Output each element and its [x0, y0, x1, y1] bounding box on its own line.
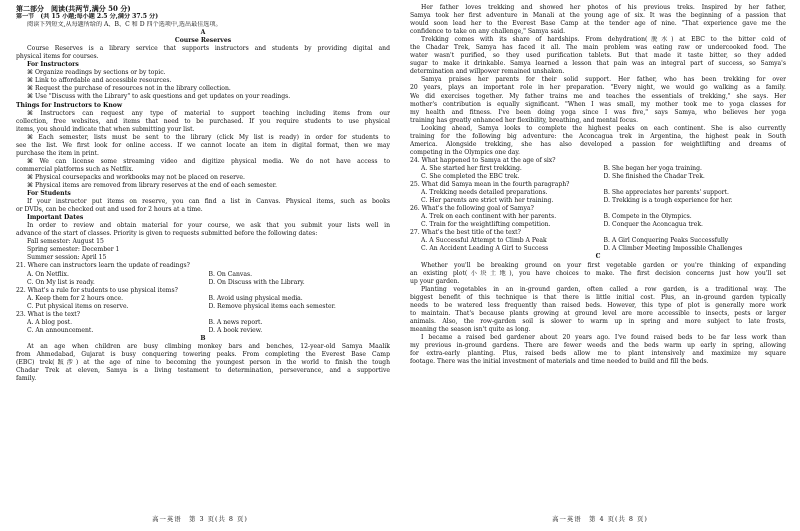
text-line: purchase the item in print.	[16, 149, 99, 157]
text-line: commercial platforms such as Netflix.	[16, 165, 134, 173]
text-line: B	[200, 334, 206, 342]
text-line: determination and willpower remained unshaken.	[410, 68, 565, 76]
option-row	[410, 189, 786, 197]
option-row	[16, 319, 390, 327]
option-row	[410, 221, 786, 229]
text-line: training for the following big adventure: the Aconcagua trek in Argentina, the highest peak in South	[410, 132, 786, 140]
text-line: needs to be watered less frequently than raised beds. However, this type of plot is generally more work	[410, 301, 786, 309]
text-line: Course Reserves	[174, 37, 232, 45]
text-line: items, you should indicate that when submitting your list.	[16, 125, 195, 133]
text-line: footage. There was the initial investment of materials and time needed to build and fill the beds.	[410, 358, 709, 366]
right-text-block	[410, 4, 786, 157]
answer-option-a: A. Trekking needs detailed preparations.	[421, 189, 548, 197]
text-line: the Chadar Trek, Samya has faced it all. The main problem was eating raw or undercooked food. The	[410, 44, 786, 52]
answer-option-c: C. Her parents are strict with her training.	[421, 197, 554, 205]
text-line: to maintain. That's because plants growing at ground level are more accessible to insects, pests or larger	[410, 309, 786, 317]
text-line: Important Dates	[27, 214, 84, 222]
answer-option-b: B. On Canvas.	[208, 270, 253, 278]
answer-option-b: B. A news report.	[208, 318, 263, 326]
text-line: competing in the Olympics one day.	[410, 148, 520, 156]
text-line: Planting vegetables in an in-ground garden, often called a row garden, is a traditional way. The	[421, 285, 786, 293]
option-row	[16, 303, 390, 311]
text-line: 第二部分 阅读(共两节,满分 50 分)	[16, 4, 131, 13]
text-line: mother's contribution is equally significant. "When I was small, my mother took me to yoga classes for	[410, 100, 786, 108]
option-row	[410, 245, 786, 253]
option-row	[16, 327, 390, 335]
text-line: Things for Instructors to Know	[16, 101, 123, 109]
answer-option-b: B. A Girl Conquering Peaks Successfully	[603, 237, 729, 245]
answer-option-d: D. Trekking is a tough experience for her.	[603, 197, 733, 205]
answer-option-b: B. Compete in the Olympics.	[603, 213, 692, 221]
text-line: an existing plot(小块土地), you have choices to make. The first decision concerns just how you'll set	[410, 269, 786, 277]
text-line: I became a raised bed gardener about 20 years ago. I've found raised beds to be far less work than	[421, 333, 786, 341]
text-line: ⌘ Physical coursepacks and workbooks may not be placed on reserve.	[27, 173, 245, 181]
text-line: Samya took her first adventure in Manali at the young age of six. It was the beginning of a passion that	[410, 12, 786, 20]
text-line: from Ahmedabad, Gujarat is busy conquering towering peaks. From completing the Everest Base Camp	[16, 350, 390, 358]
text-line: my previous in-ground gardens. There are fewer weeds and the beds warm up early in spring, allowing	[410, 341, 786, 349]
answer-option-c: C. On My list is ready.	[27, 278, 95, 286]
question-stem: 21. Where can instructors learn the update of readings?	[16, 262, 190, 270]
text-line: or DVDs, can be checked out and used for 2 hours at a time.	[16, 206, 203, 214]
text-line: up your garden.	[410, 277, 460, 285]
option-row	[16, 279, 390, 287]
text-line: my health and fitness. I've been doing yoga since I was five," says Samya, who believes her yoga	[410, 108, 786, 116]
question-stem: 24. What happened to Samya at the age of six?	[410, 156, 556, 164]
text-line: ⌘ Instructors can request any type of material to support teaching including items from our	[27, 109, 390, 117]
text-line: America. Alongside trekking, she has also developed a passion for weightlifting and dreams of	[410, 140, 786, 148]
text-line: family.	[16, 375, 37, 383]
text-line: ⌘ Use "Discuss with the Library" to ask questions and get updates on your readings.	[27, 93, 291, 101]
text-line: confidence to take on any challenge," Samya said.	[410, 28, 566, 36]
option-row	[410, 237, 786, 245]
text-line: meaning the season isn't quite as long.	[410, 325, 531, 333]
text-line: If your instructor put items on reserve, you can find a list in Canvas. Physical items, such as books	[27, 198, 390, 206]
option-row	[410, 213, 786, 221]
answer-option-d: D. On Discuss with the Library.	[208, 278, 305, 286]
answer-option-a: A. Trek on each continent with her parents.	[421, 213, 557, 221]
text-line: ⌘ Organize readings by sections or by topic.	[27, 69, 166, 77]
text-line: 阅读下列短文,从每题所给的 A、B、C 和 D 四个选项中,选出最佳选项。	[27, 21, 222, 29]
option-row	[410, 165, 786, 173]
text-line: We did exercises together. My father trains me and teaches the essentials of trekking," she says. Her	[410, 92, 786, 100]
passage-c	[410, 253, 786, 366]
text-line: advance of the start of classes. Priority is given to requests submitted before the following dates:	[16, 230, 318, 238]
text-line: collection, free websites, and items that need to be purchased. If you require students to use physical	[16, 117, 390, 125]
answer-option-c: C. Train for the weightlifting competition.	[421, 221, 551, 229]
text-line: Trekking comes with its share of hardships. From dehydration(脱水) at EBC to the bitter cold of	[421, 36, 786, 44]
question-stem: 22. What's a rule for students to use physical items?	[16, 286, 178, 294]
text-line: Summer session: April 15	[27, 254, 107, 262]
left-text-block	[16, 4, 390, 262]
text-line: Fall semester: August 15	[27, 238, 104, 246]
answer-option-b: B. Avoid using physical media.	[208, 294, 303, 302]
page-footer-right: 高一英语 第 4 页(共 8 页)	[552, 515, 648, 523]
answer-option-d: D. A Climber Meeting Impossible Challenges	[603, 245, 743, 253]
answer-option-c: C. She completed the EBC trek.	[421, 172, 520, 180]
question-stem: 27. What's the best title of the text?	[410, 229, 521, 237]
text-line: Her father loves trekking and showed her photos of his previous treks. Inspired by her father,	[421, 4, 786, 11]
text-line: ⌘ We can license some streaming video and digitize physical media. We do not have access to	[27, 157, 390, 165]
answer-option-b: B. She appreciates her parents' support.	[603, 189, 729, 197]
text-line: animals. Also, the row-garden soil is slower to warm up in spring and more subject to late frosts,	[410, 317, 786, 325]
text-line: ⌘ Physical items are removed from library reserves at the end of each semester.	[27, 181, 277, 189]
answer-option-c: C. An announcement.	[27, 326, 94, 334]
option-row	[410, 197, 786, 205]
question-stem: 26. What's the following goal of Samya?	[410, 205, 534, 213]
text-line: sugar to make it drinkable. Samya learned a lesson that pain was an integral part of success, so Samya's	[410, 60, 786, 68]
question-stem: 23. What is the text?	[16, 310, 80, 318]
text-line: Course Reserves is a library service that supports instructors and students by providing digital and	[27, 45, 390, 53]
text-line: Samya praises her parents for their solid support. Her father, who has been trekking for over	[421, 76, 786, 84]
option-row	[16, 271, 390, 279]
text-line: A	[200, 29, 206, 37]
text-line: Chadar Trek at eleven, Samya is a living testament to determination, perseverance, and a supportive	[16, 367, 390, 375]
passage-b-intro	[16, 335, 390, 383]
text-line: biggest benefit of this technique is that there is little initial cost. Plus, an in-ground garden typically	[410, 293, 786, 301]
text-line: For Students	[27, 190, 71, 198]
text-line: Looking ahead, Samya looks to complete the highest peaks on each continent. She is also currently	[421, 124, 786, 132]
text-line: C	[595, 253, 601, 261]
answer-option-d: D. Remove physical items each semester.	[208, 302, 336, 310]
text-line: Whether you'll be breaking ground on your first vegetable garden or you're thinking of expanding	[421, 261, 786, 269]
text-line: For Instructors	[27, 61, 79, 69]
answer-option-d: D. She finished the Chadar Trek.	[603, 172, 705, 180]
answer-option-a: A. A Successful Attempt to Climb A Peak	[421, 237, 547, 245]
answer-option-d: D. Conquer the Aconcagua trek.	[603, 221, 703, 229]
text-line: ⌘ Each semester, lists must be sent to the library (click My list is ready) in order for students to	[27, 133, 390, 141]
option-row	[16, 295, 390, 303]
answer-option-c: C. An Accident Leading A Girl to Success	[421, 245, 549, 253]
text-line: ⌘ Link to affordable and accessible resources.	[27, 77, 172, 85]
question-stem: 25. What did Samya mean in the fourth paragraph?	[410, 181, 570, 189]
text-line: 第一节 (共 15 小题;每小题 2.5 分,满分 37.5 分)	[16, 13, 159, 20]
text-line: physical items for courses.	[16, 53, 99, 61]
answer-option-a: A. On Netflix.	[27, 270, 69, 278]
left-questions	[16, 262, 390, 334]
answer-option-a: A. A blog post.	[27, 318, 73, 326]
text-line: would soon lead her to the Everest Base Camp at the tender age of nine. "That experience gave me the	[410, 20, 786, 28]
answer-option-c: C. Put physical items on reserve.	[27, 302, 129, 310]
answer-option-b: B. She began her yoga training.	[603, 164, 702, 172]
answer-option-a: A. Keep them for 2 hours once.	[27, 294, 124, 302]
right-questions	[410, 157, 786, 254]
text-line: Spring semester: December 1	[27, 246, 120, 254]
text-line: In order to review and obtain material for your course, we ask that you submit your lists well in	[27, 222, 390, 230]
right-page	[400, 0, 800, 531]
text-line: At an age when children are busy climbing monkey bars and benches, 12-year-old Samya Maalik	[27, 342, 390, 350]
text-line: (EBC) trek(跋涉) at the age of nine to becoming the youngest person in the world to finish the tough	[16, 359, 390, 367]
option-row	[410, 173, 786, 181]
page-footer-left: 高一英语 第 3 页(共 8 页)	[152, 515, 248, 523]
answer-option-d: D. A book review.	[208, 326, 263, 334]
text-line: ⌘ Request the purchase of resources not in the library collection.	[27, 85, 231, 93]
text-line: 20 years, plays an important role in her preparation. "Every night, we would go walking as a family.	[410, 84, 786, 92]
text-line: for extra-early planting. Plus, raised beds allow me to plant intensively and maximize my square	[410, 350, 786, 358]
text-line: training has greatly enhanced her flexibility, breathing, and mental focus.	[410, 116, 639, 124]
text-line: see the list. We first look for online access. If we cannot locate an item in digital format, then we may	[16, 141, 390, 149]
answer-option-a: A. She started her first trekking.	[421, 164, 522, 172]
text-line: water wasn't purified, so they used purification tablets. But that made it taste bitter, so they added	[410, 52, 786, 60]
